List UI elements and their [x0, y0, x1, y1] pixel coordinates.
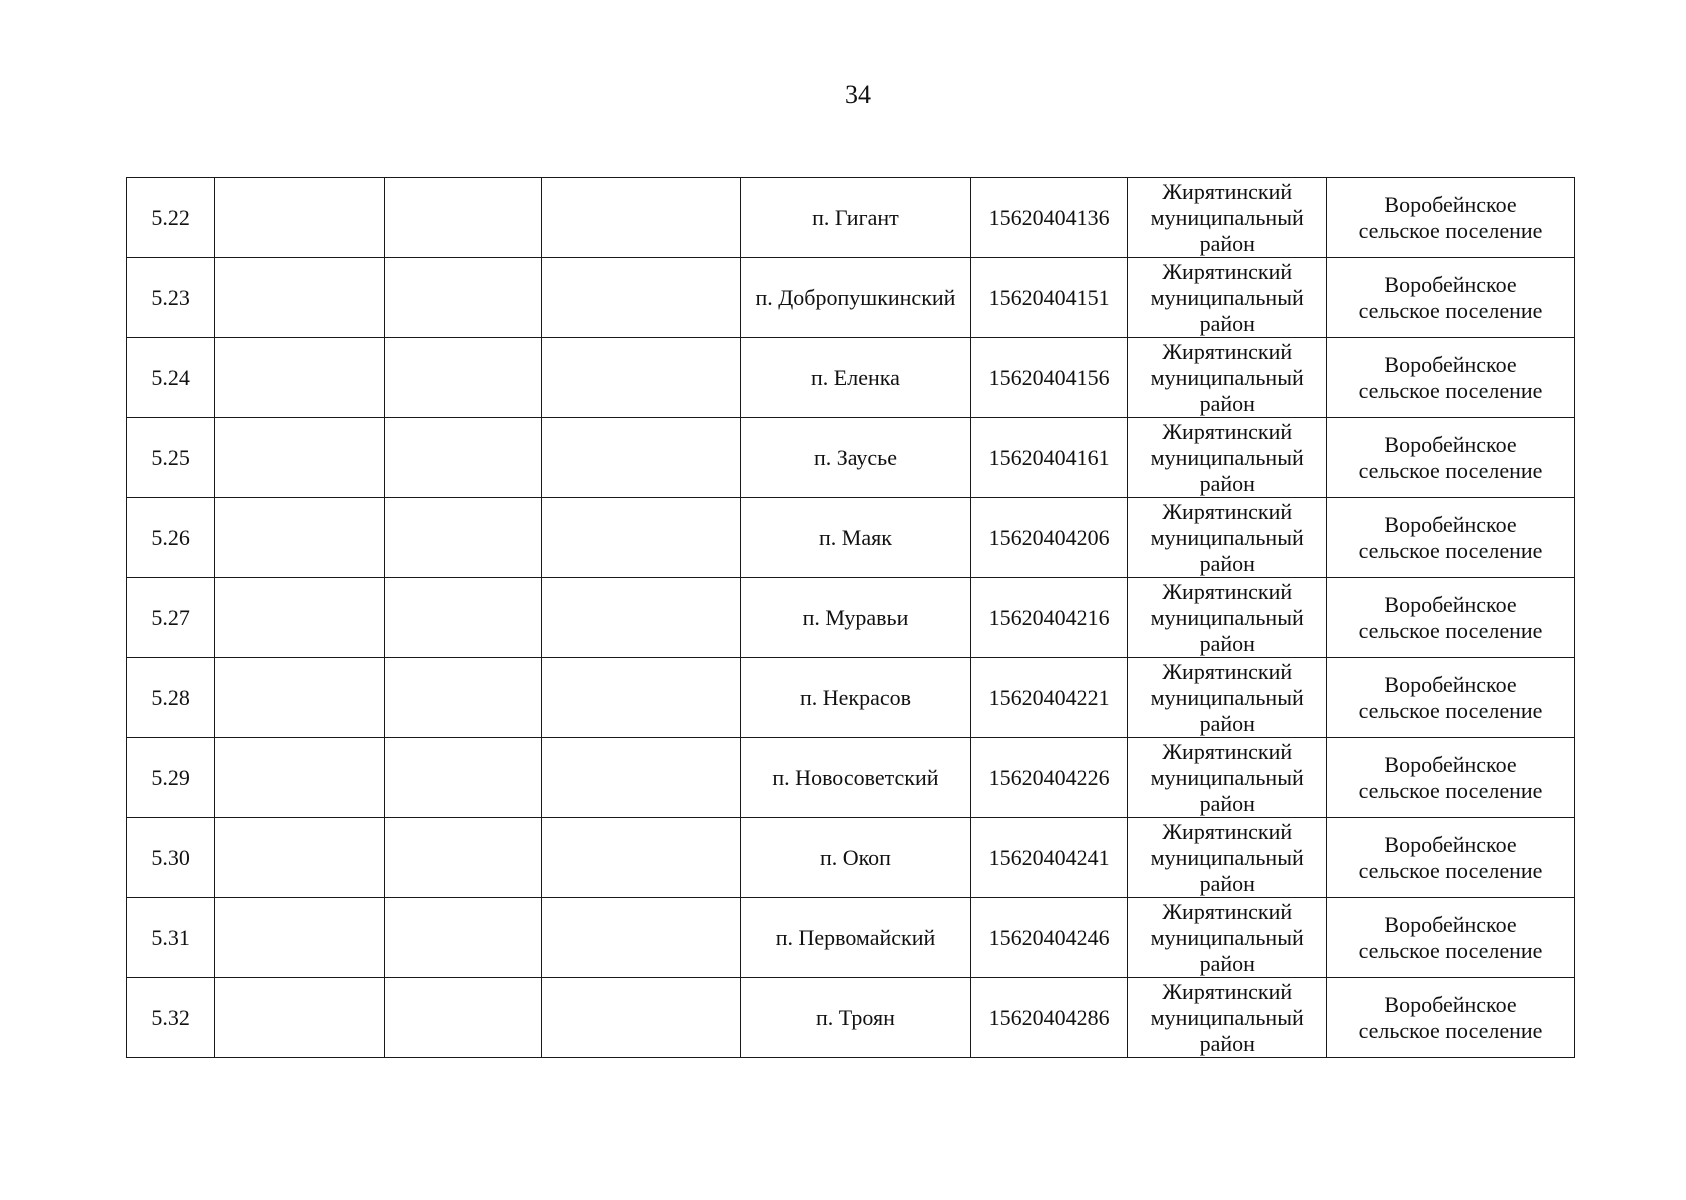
empty-cell [542, 898, 741, 978]
empty-cell [384, 418, 542, 498]
municipality-line: Воробейнское [1384, 991, 1517, 1017]
table-row [127, 978, 1575, 1058]
district-cell [1128, 658, 1327, 738]
empty-cell [384, 178, 542, 258]
oktmo-code-cell: 15620404241 [970, 818, 1128, 898]
empty-cell [384, 338, 542, 418]
municipality-cell [1327, 418, 1575, 498]
district-line: район [1199, 870, 1255, 896]
empty-cell [542, 178, 741, 258]
empty-cell [542, 418, 741, 498]
district-cell [1128, 338, 1327, 418]
empty-cell [215, 898, 385, 978]
empty-cell [215, 418, 385, 498]
district-cell [1128, 418, 1327, 498]
settlement-name-cell: п. Окоп [741, 818, 971, 898]
empty-cell [215, 178, 385, 258]
district-line: Жирятинский [1162, 578, 1293, 604]
district-line: муниципальный [1150, 444, 1304, 470]
empty-cell [384, 658, 542, 738]
table-row [127, 658, 1575, 738]
oktmo-code-cell: 15620404286 [970, 978, 1128, 1058]
empty-cell [542, 658, 741, 738]
district-line: район [1199, 630, 1255, 656]
empty-cell [542, 338, 741, 418]
table-row [127, 418, 1575, 498]
district-line: Жирятинский [1162, 658, 1293, 684]
row-number-cell: 5.22 [127, 178, 215, 258]
empty-cell [384, 978, 542, 1058]
municipality-cell [1327, 578, 1575, 658]
municipality-line: сельское поселение [1358, 377, 1543, 403]
municipality-cell [1327, 258, 1575, 338]
municipality-line: Воробейнское [1384, 831, 1517, 857]
district-line: муниципальный [1150, 284, 1304, 310]
district-line: муниципальный [1150, 764, 1304, 790]
row-number-cell: 5.26 [127, 498, 215, 578]
district-line: Жирятинский [1162, 738, 1293, 764]
row-number-cell: 5.31 [127, 898, 215, 978]
settlement-name-cell: п. Заусье [741, 418, 971, 498]
municipality-line: сельское поселение [1358, 457, 1543, 483]
district-cell [1128, 898, 1327, 978]
row-number-cell: 5.28 [127, 658, 215, 738]
municipality-cell [1327, 738, 1575, 818]
empty-cell [542, 818, 741, 898]
empty-cell [542, 738, 741, 818]
empty-cell [384, 498, 542, 578]
district-line: муниципальный [1150, 1004, 1304, 1030]
empty-cell [384, 898, 542, 978]
municipality-line: Воробейнское [1384, 271, 1517, 297]
row-number-cell: 5.23 [127, 258, 215, 338]
empty-cell [384, 258, 542, 338]
municipality-line: Воробейнское [1384, 511, 1517, 537]
municipality-line: сельское поселение [1358, 297, 1543, 323]
settlement-name-cell: п. Некрасов [741, 658, 971, 738]
municipality-cell [1327, 658, 1575, 738]
empty-cell [542, 578, 741, 658]
municipality-line: сельское поселение [1358, 1017, 1543, 1043]
empty-cell [215, 258, 385, 338]
table-row [127, 818, 1575, 898]
district-line: Жирятинский [1162, 898, 1293, 924]
table-row [127, 738, 1575, 818]
oktmo-code-cell: 15620404221 [970, 658, 1128, 738]
settlement-name-cell: п. Гигант [741, 178, 971, 258]
oktmo-code-cell: 15620404156 [970, 338, 1128, 418]
settlement-name-cell: п. Добропушкинский [741, 258, 971, 338]
municipality-line: Воробейнское [1384, 591, 1517, 617]
municipality-line: сельское поселение [1358, 697, 1543, 723]
empty-cell [215, 818, 385, 898]
district-line: район [1199, 1030, 1255, 1056]
district-line: Жирятинский [1162, 178, 1293, 204]
municipality-line: Воробейнское [1384, 431, 1517, 457]
row-number-cell: 5.25 [127, 418, 215, 498]
municipality-cell [1327, 498, 1575, 578]
registry-table-body [127, 178, 1575, 1058]
district-cell [1128, 578, 1327, 658]
empty-cell [384, 578, 542, 658]
row-number-cell: 5.30 [127, 818, 215, 898]
municipality-line: сельское поселение [1358, 217, 1543, 243]
table-row [127, 498, 1575, 578]
municipality-cell [1327, 178, 1575, 258]
empty-cell [215, 658, 385, 738]
page-number: 34 [845, 80, 871, 109]
district-line: район [1199, 710, 1255, 736]
district-line: район [1199, 230, 1255, 256]
district-line: Жирятинский [1162, 818, 1293, 844]
municipality-line: Воробейнское [1384, 751, 1517, 777]
municipality-line: сельское поселение [1358, 777, 1543, 803]
district-cell [1128, 258, 1327, 338]
settlement-name-cell: п. Муравьи [741, 578, 971, 658]
district-line: Жирятинский [1162, 418, 1293, 444]
settlement-name-cell: п. Еленка [741, 338, 971, 418]
district-cell [1128, 498, 1327, 578]
row-number-cell: 5.27 [127, 578, 215, 658]
table-row [127, 898, 1575, 978]
oktmo-code-cell: 15620404206 [970, 498, 1128, 578]
table-row [127, 578, 1575, 658]
municipality-cell [1327, 978, 1575, 1058]
district-line: муниципальный [1150, 204, 1304, 230]
empty-cell [215, 338, 385, 418]
empty-cell [215, 578, 385, 658]
empty-cell [215, 738, 385, 818]
oktmo-code-cell: 15620404151 [970, 258, 1128, 338]
table-row [127, 338, 1575, 418]
oktmo-code-cell: 15620404161 [970, 418, 1128, 498]
district-line: муниципальный [1150, 924, 1304, 950]
district-line: Жирятинский [1162, 338, 1293, 364]
municipality-line: Воробейнское [1384, 671, 1517, 697]
district-cell [1128, 178, 1327, 258]
settlement-name-cell: п. Новосоветский [741, 738, 971, 818]
row-number-cell: 5.24 [127, 338, 215, 418]
district-line: Жирятинский [1162, 978, 1293, 1004]
settlement-name-cell: п. Маяк [741, 498, 971, 578]
oktmo-code-cell: 15620404226 [970, 738, 1128, 818]
district-line: район [1199, 310, 1255, 336]
district-cell [1128, 738, 1327, 818]
empty-cell [384, 738, 542, 818]
oktmo-code-cell: 15620404246 [970, 898, 1128, 978]
empty-cell [542, 978, 741, 1058]
empty-cell [384, 818, 542, 898]
table-row [127, 258, 1575, 338]
row-number-cell: 5.32 [127, 978, 215, 1058]
district-line: район [1199, 550, 1255, 576]
district-line: район [1199, 470, 1255, 496]
empty-cell [542, 498, 741, 578]
empty-cell [215, 498, 385, 578]
district-cell [1128, 978, 1327, 1058]
municipality-line: сельское поселение [1358, 857, 1543, 883]
district-line: муниципальный [1150, 684, 1304, 710]
district-line: Жирятинский [1162, 498, 1293, 524]
empty-cell [542, 258, 741, 338]
district-line: Жирятинский [1162, 258, 1293, 284]
municipality-line: сельское поселение [1358, 937, 1543, 963]
table-row [127, 178, 1575, 258]
municipality-line: Воробейнское [1384, 191, 1517, 217]
settlement-name-cell: п. Троян [741, 978, 971, 1058]
district-line: муниципальный [1150, 364, 1304, 390]
district-cell [1128, 818, 1327, 898]
settlement-name-cell: п. Первомайский [741, 898, 971, 978]
municipality-cell [1327, 338, 1575, 418]
municipality-cell [1327, 898, 1575, 978]
municipality-line: Воробейнское [1384, 351, 1517, 377]
registry-table [126, 177, 1575, 1058]
district-line: муниципальный [1150, 524, 1304, 550]
oktmo-code-cell: 15620404136 [970, 178, 1128, 258]
district-line: муниципальный [1150, 604, 1304, 630]
municipality-line: сельское поселение [1358, 617, 1543, 643]
row-number-cell: 5.29 [127, 738, 215, 818]
oktmo-code-cell: 15620404216 [970, 578, 1128, 658]
district-line: район [1199, 390, 1255, 416]
municipality-cell [1327, 818, 1575, 898]
empty-cell [215, 978, 385, 1058]
district-line: муниципальный [1150, 844, 1304, 870]
district-line: район [1199, 950, 1255, 976]
municipality-line: Воробейнское [1384, 911, 1517, 937]
municipality-line: сельское поселение [1358, 537, 1543, 563]
district-line: район [1199, 790, 1255, 816]
